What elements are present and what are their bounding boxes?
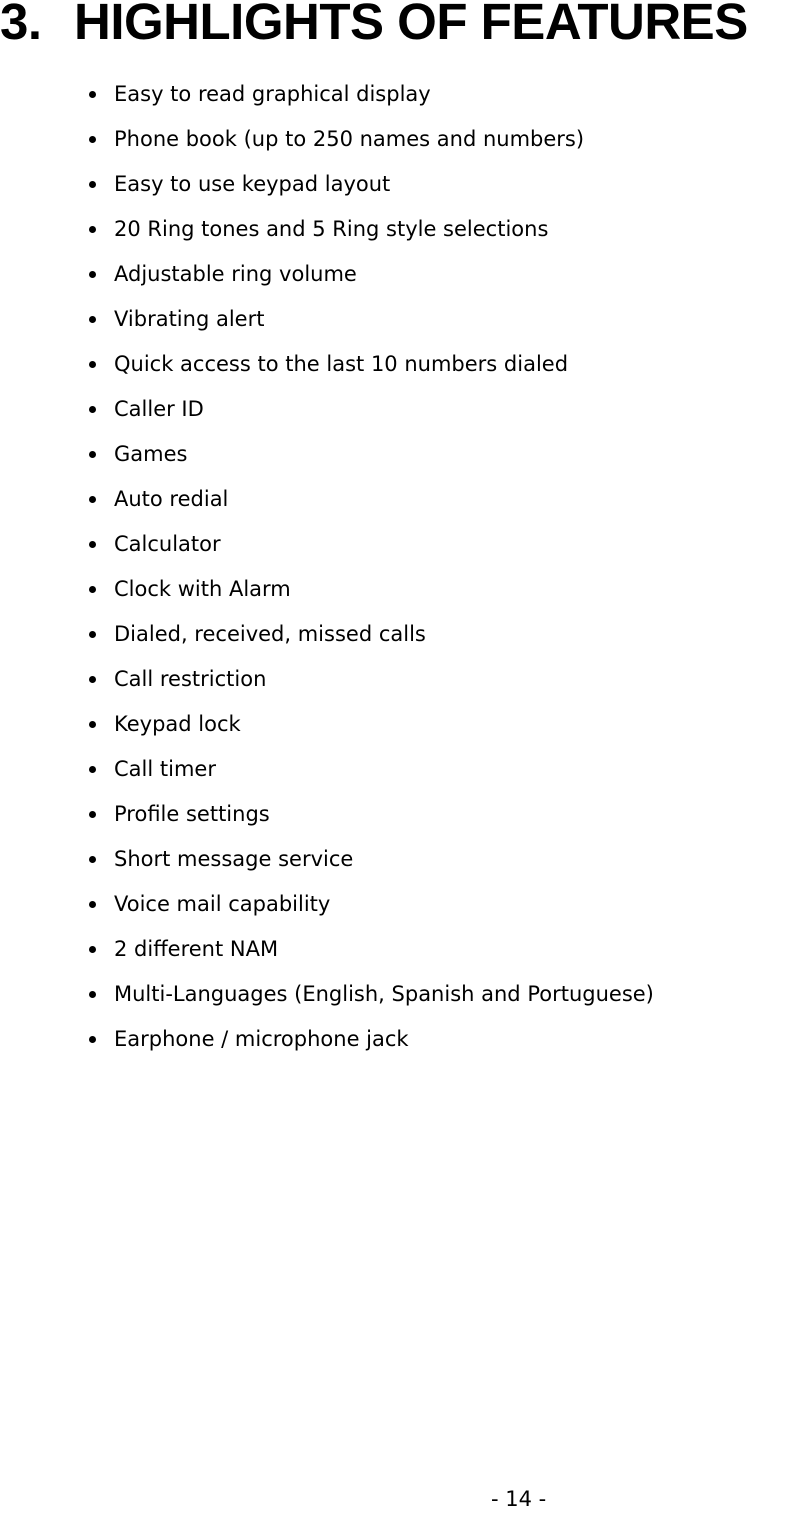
bullet-icon [89,361,96,368]
bullet-icon [89,811,96,818]
bullet-icon [89,316,96,323]
feature-item [86,258,654,303]
feature-text: Calculator [114,532,221,556]
feature-text: Voice mail capability [114,892,331,916]
feature-item [86,213,654,258]
feature-item [86,123,654,168]
feature-text: Phone book (up to 250 names and numbers) [114,127,585,151]
feature-item [86,303,654,348]
feature-text: Keypad lock [114,712,241,736]
feature-item [86,393,654,438]
feature-item [86,843,654,888]
bullet-icon [89,676,96,683]
feature-text: Dialed, received, missed calls [114,622,426,646]
bullet-icon [89,136,96,143]
section-title: HIGHLIGHTS OF FEATURES [74,0,748,50]
bullet-icon [89,1036,96,1043]
feature-text: 20 Ring tones and 5 Ring style selections [114,217,549,241]
bullet-icon [89,631,96,638]
feature-text: Earphone / microphone jack [114,1027,409,1051]
feature-text: 2 different NAM [114,937,279,961]
feature-text: Vibrating alert [114,307,265,331]
feature-item [86,168,654,213]
feature-item [86,483,654,528]
feature-item [86,663,654,708]
feature-item [86,348,654,393]
bullet-icon [89,901,96,908]
feature-item [86,1023,654,1068]
feature-text: Games [114,442,188,466]
bullet-icon [89,991,96,998]
bullet-icon [89,271,96,278]
feature-item [86,933,654,978]
bullet-icon [89,226,96,233]
page-number: - 14 - [491,1487,547,1511]
feature-text: Easy to use keypad layout [114,172,391,196]
bullet-icon [89,766,96,773]
feature-item [86,708,654,753]
feature-text: Easy to read graphical display [114,82,431,106]
bullet-icon [89,856,96,863]
feature-text: Profile settings [114,802,270,826]
feature-text: Multi-Languages (English, Spanish and Portuguese) [114,982,654,1006]
section-number: 3. [0,0,42,50]
feature-text: Adjustable ring volume [114,262,357,286]
bullet-icon [89,91,96,98]
feature-item [86,753,654,798]
bullet-icon [89,586,96,593]
bullet-icon [89,451,96,458]
feature-item [86,573,654,618]
bullet-icon [89,541,96,548]
feature-item [86,618,654,663]
feature-item [86,438,654,483]
bullet-icon [89,181,96,188]
bullet-icon [89,721,96,728]
feature-item [86,798,654,843]
page-title [0,0,748,48]
bullet-icon [89,946,96,953]
feature-item [86,978,654,1023]
feature-text: Quick access to the last 10 numbers dialed [114,352,569,376]
feature-text: Call timer [114,757,216,781]
feature-text: Caller ID [114,397,204,421]
feature-item [86,78,654,123]
feature-text: Clock with Alarm [114,577,291,601]
feature-item [86,528,654,573]
bullet-icon [89,406,96,413]
feature-text: Short message service [114,847,354,871]
feature-text: Call restriction [114,667,267,691]
bullet-icon [89,496,96,503]
feature-text: Auto redial [114,487,229,511]
feature-item [86,888,654,933]
feature-list [86,78,654,1068]
